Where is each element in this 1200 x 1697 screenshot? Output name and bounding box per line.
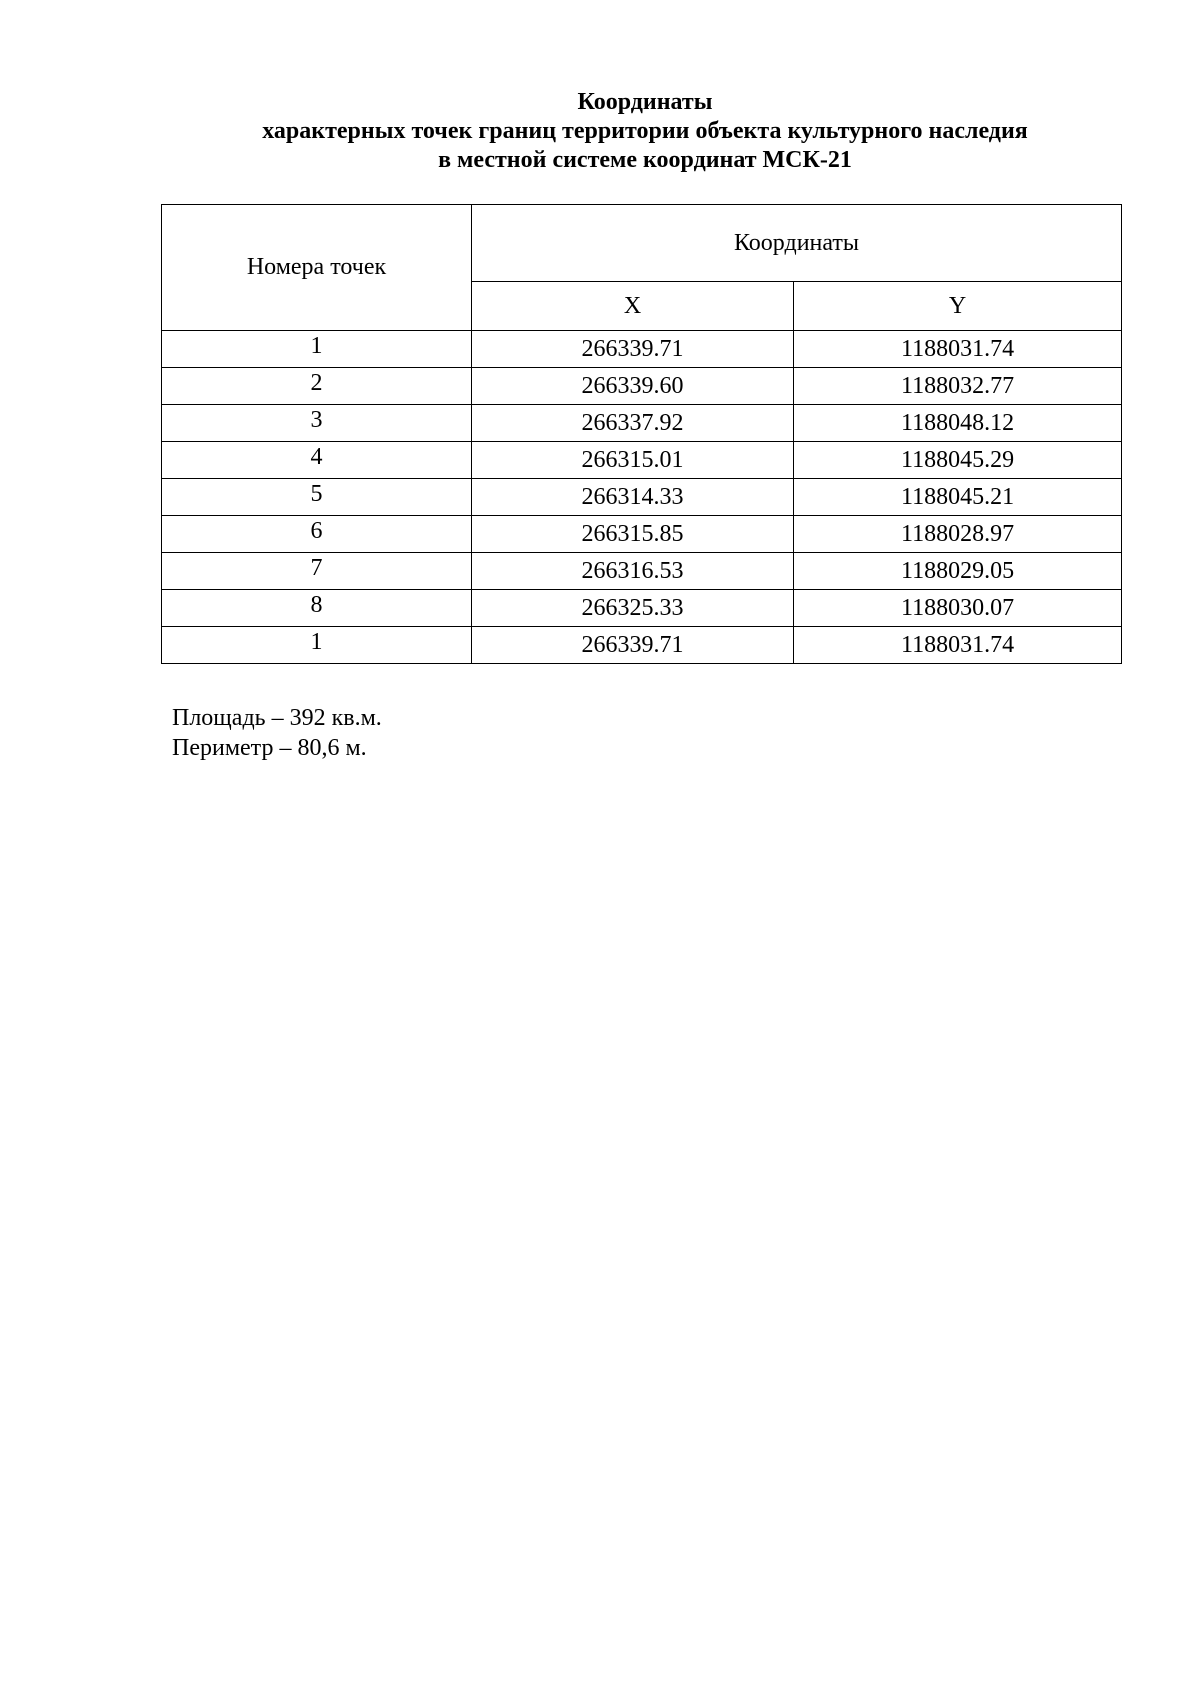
point-number: 8 [162, 590, 472, 627]
table-row [162, 442, 1122, 479]
area-text: Площадь – 392 кв.м. [172, 705, 382, 731]
header-y: Y [794, 282, 1122, 331]
coord-y: 1188031.74 [794, 331, 1122, 368]
document-title [0, 88, 1200, 175]
table-row [162, 627, 1122, 664]
coord-y: 1188032.77 [794, 368, 1122, 405]
point-number: 1 [162, 627, 472, 664]
coord-x: 266316.53 [472, 553, 794, 590]
point-number: 5 [162, 479, 472, 516]
table-row [162, 479, 1122, 516]
table-row [162, 331, 1122, 368]
table-row [162, 590, 1122, 627]
coord-x: 266315.01 [472, 442, 794, 479]
coord-x: 266314.33 [472, 479, 794, 516]
coordinates-table [161, 204, 1122, 664]
coord-y: 1188045.29 [794, 442, 1122, 479]
coord-x: 266339.71 [472, 331, 794, 368]
coord-x: 266337.92 [472, 405, 794, 442]
header-coordinates: Координаты [472, 205, 1122, 282]
coord-y: 1188045.21 [794, 479, 1122, 516]
table-row [162, 553, 1122, 590]
coord-x: 266325.33 [472, 590, 794, 627]
point-number: 2 [162, 368, 472, 405]
header-x: X [472, 282, 794, 331]
coord-x: 266339.60 [472, 368, 794, 405]
table-row [162, 405, 1122, 442]
point-number: 4 [162, 442, 472, 479]
title-line-1: Координаты [577, 89, 713, 115]
coord-y: 1188028.97 [794, 516, 1122, 553]
coord-y: 1188029.05 [794, 553, 1122, 590]
title-line-3: в местной системе координат МСК-21 [438, 147, 852, 173]
point-number: 1 [162, 331, 472, 368]
point-number: 7 [162, 553, 472, 590]
table-row [162, 368, 1122, 405]
point-number: 6 [162, 516, 472, 553]
coord-y: 1188030.07 [794, 590, 1122, 627]
coord-x: 266315.85 [472, 516, 794, 553]
title-line-2: характерных точек границ территории объекта культурного наследия [262, 118, 1028, 144]
table-row [162, 516, 1122, 553]
header-point-numbers: Номера точек [162, 205, 472, 331]
coord-y: 1188048.12 [794, 405, 1122, 442]
coord-y: 1188031.74 [794, 627, 1122, 664]
summary [172, 703, 382, 763]
coord-x: 266339.71 [472, 627, 794, 664]
perimeter-text: Периметр – 80,6 м. [172, 735, 367, 761]
point-number: 3 [162, 405, 472, 442]
